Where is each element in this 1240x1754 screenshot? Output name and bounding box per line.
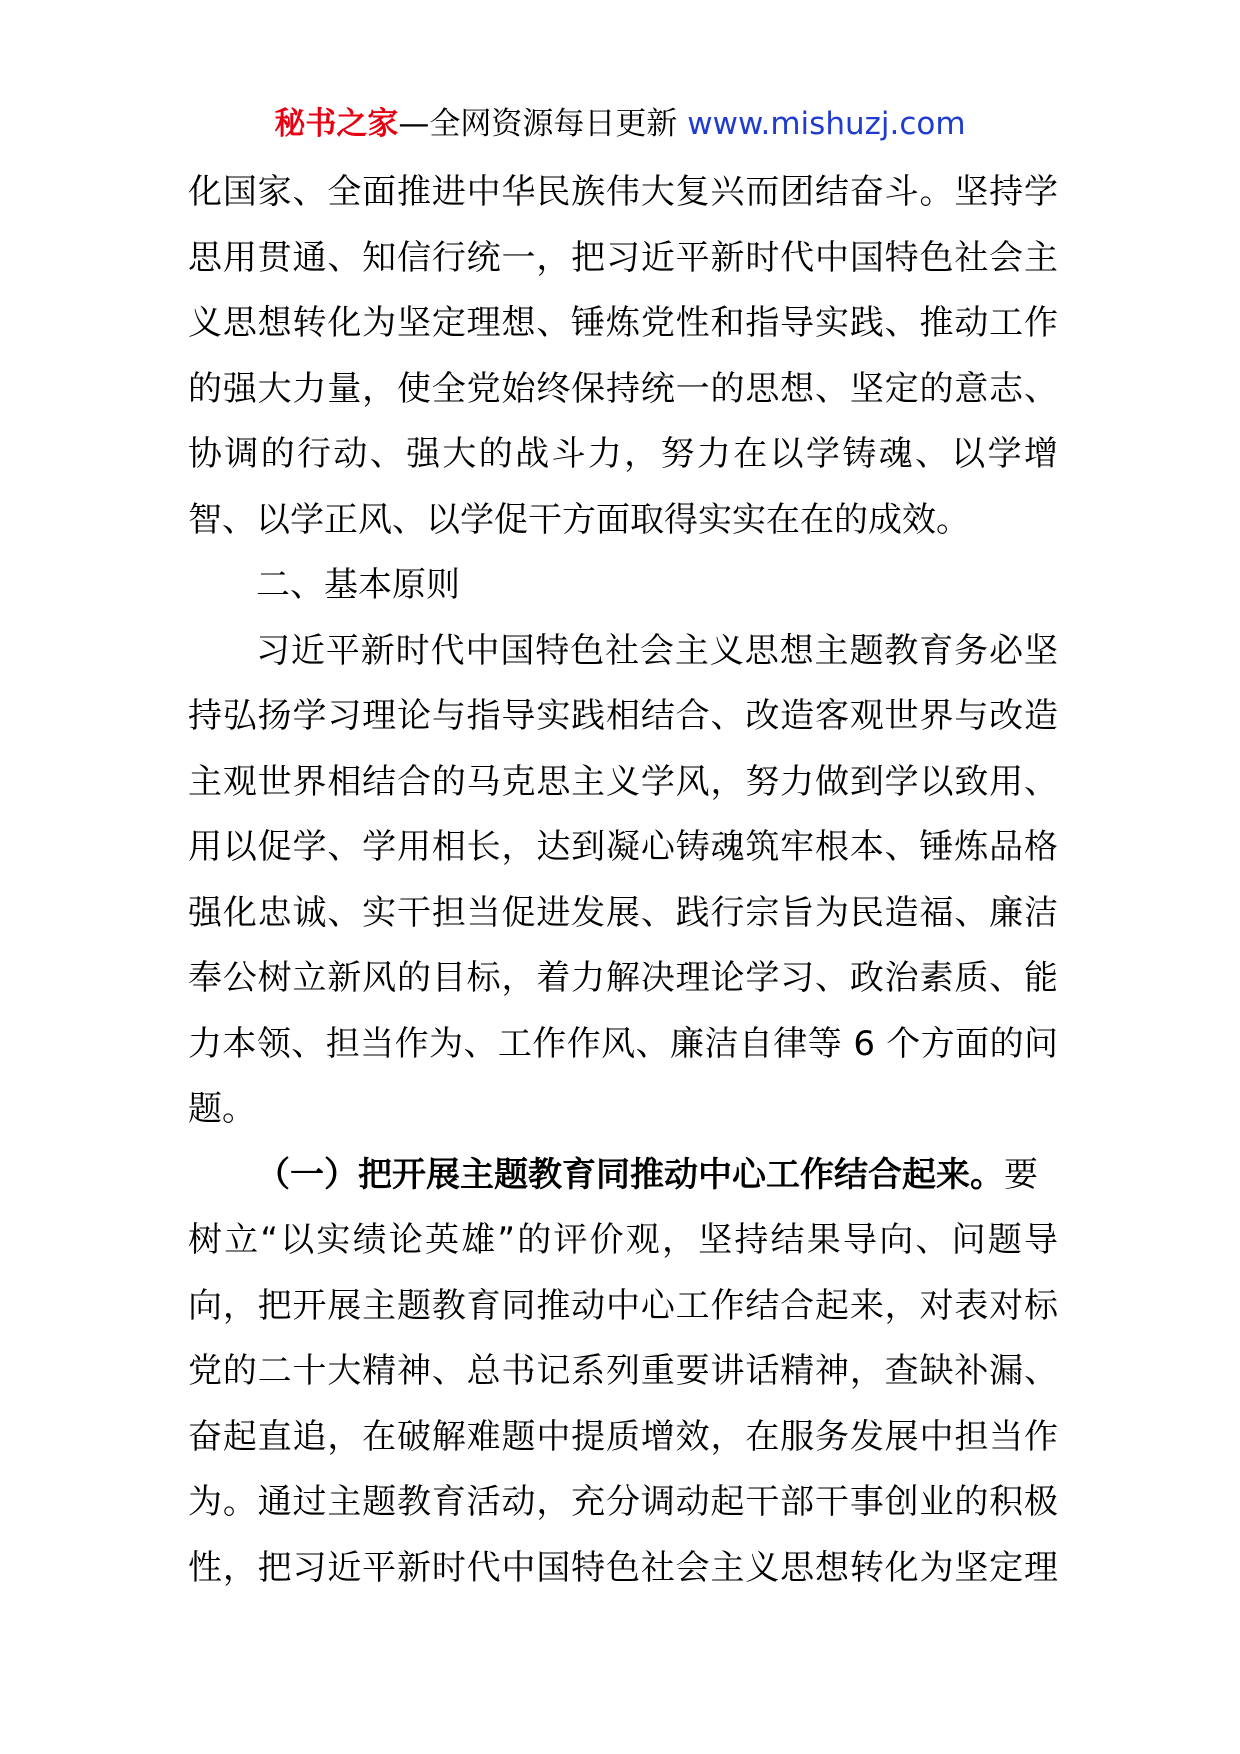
subsection-text: 要 — [1004, 1154, 1038, 1195]
subsection-heading: （一）把开展主题教育同推动中心工作结合起来。 — [256, 1154, 1004, 1195]
site-slogan: —全网资源每日更新 — [398, 106, 678, 142]
text-line: 题。 — [188, 1089, 256, 1129]
text-line: 主观世界相结合的马克思主义学风，努力做到学以致用、 — [188, 761, 1058, 802]
text-line: 党的二十大精神、总书记系列重要讲话精神，查缺补漏、 — [188, 1351, 1058, 1391]
section-heading: 二、基本原则 — [256, 565, 460, 605]
text-line: 智、以学正风、以学促干方面取得实实在在的成效。 — [188, 499, 970, 540]
text-line: 协调的行动、强大的战斗力，努力在以学铸魂、以学增 — [188, 434, 1058, 474]
site-url-link[interactable]: www.mishuzj.com — [687, 106, 966, 142]
text-line: 力本领、担当作为、工作作风、廉洁自律等 6 个方面的问 — [188, 1023, 1058, 1064]
site-brand: 秘书之家 — [274, 106, 399, 142]
text-line: 为。通过主题教育活动，充分调动起干部干事创业的积极 — [188, 1482, 1058, 1522]
document-body — [188, 160, 1058, 1601]
text-line: 思用贯通、知信行统一，把习近平新时代中国特色社会主 — [188, 237, 1058, 278]
text-line: 用以促学、学用相长，达到凝心铸魂筑牢根本、锤炼品格 — [188, 827, 1058, 867]
text-line: 性，把习近平新时代中国特色社会主义思想转化为坚定理 — [188, 1547, 1058, 1588]
subsection-line — [188, 1143, 1058, 1209]
site-header — [0, 102, 1240, 146]
text-line: 奉公树立新风的目标，着力解决理论学习、政治素质、能 — [188, 958, 1058, 998]
text-line: 向，把开展主题教育同推动中心工作结合起来，对表对标 — [188, 1285, 1058, 1326]
text-line: 化国家、全面推进中华民族伟大复兴而团结奋斗。坚持学 — [188, 172, 1058, 212]
text-line: 的强大力量，使全党始终保持统一的思想、坚定的意志、 — [188, 368, 1058, 409]
text-line: 持弘扬学习理论与指导实践相结合、改造客观世界与改造 — [188, 696, 1058, 736]
text-line: 奋起直追，在破解难题中提质增效，在服务发展中担当作 — [188, 1416, 1058, 1457]
text-line: 强化忠诚、实干担当促进发展、践行宗旨为民造福、廉洁 — [188, 892, 1058, 933]
text-line: 习近平新时代中国特色社会主义思想主题教育务必坚 — [256, 630, 1058, 671]
text-line: 树立“以实绩论英雄”的评价观，坚持结果导向、问题导 — [188, 1220, 1058, 1260]
text-line: 义思想转化为坚定理想、锤炼党性和指导实践、推动工作 — [188, 303, 1058, 343]
